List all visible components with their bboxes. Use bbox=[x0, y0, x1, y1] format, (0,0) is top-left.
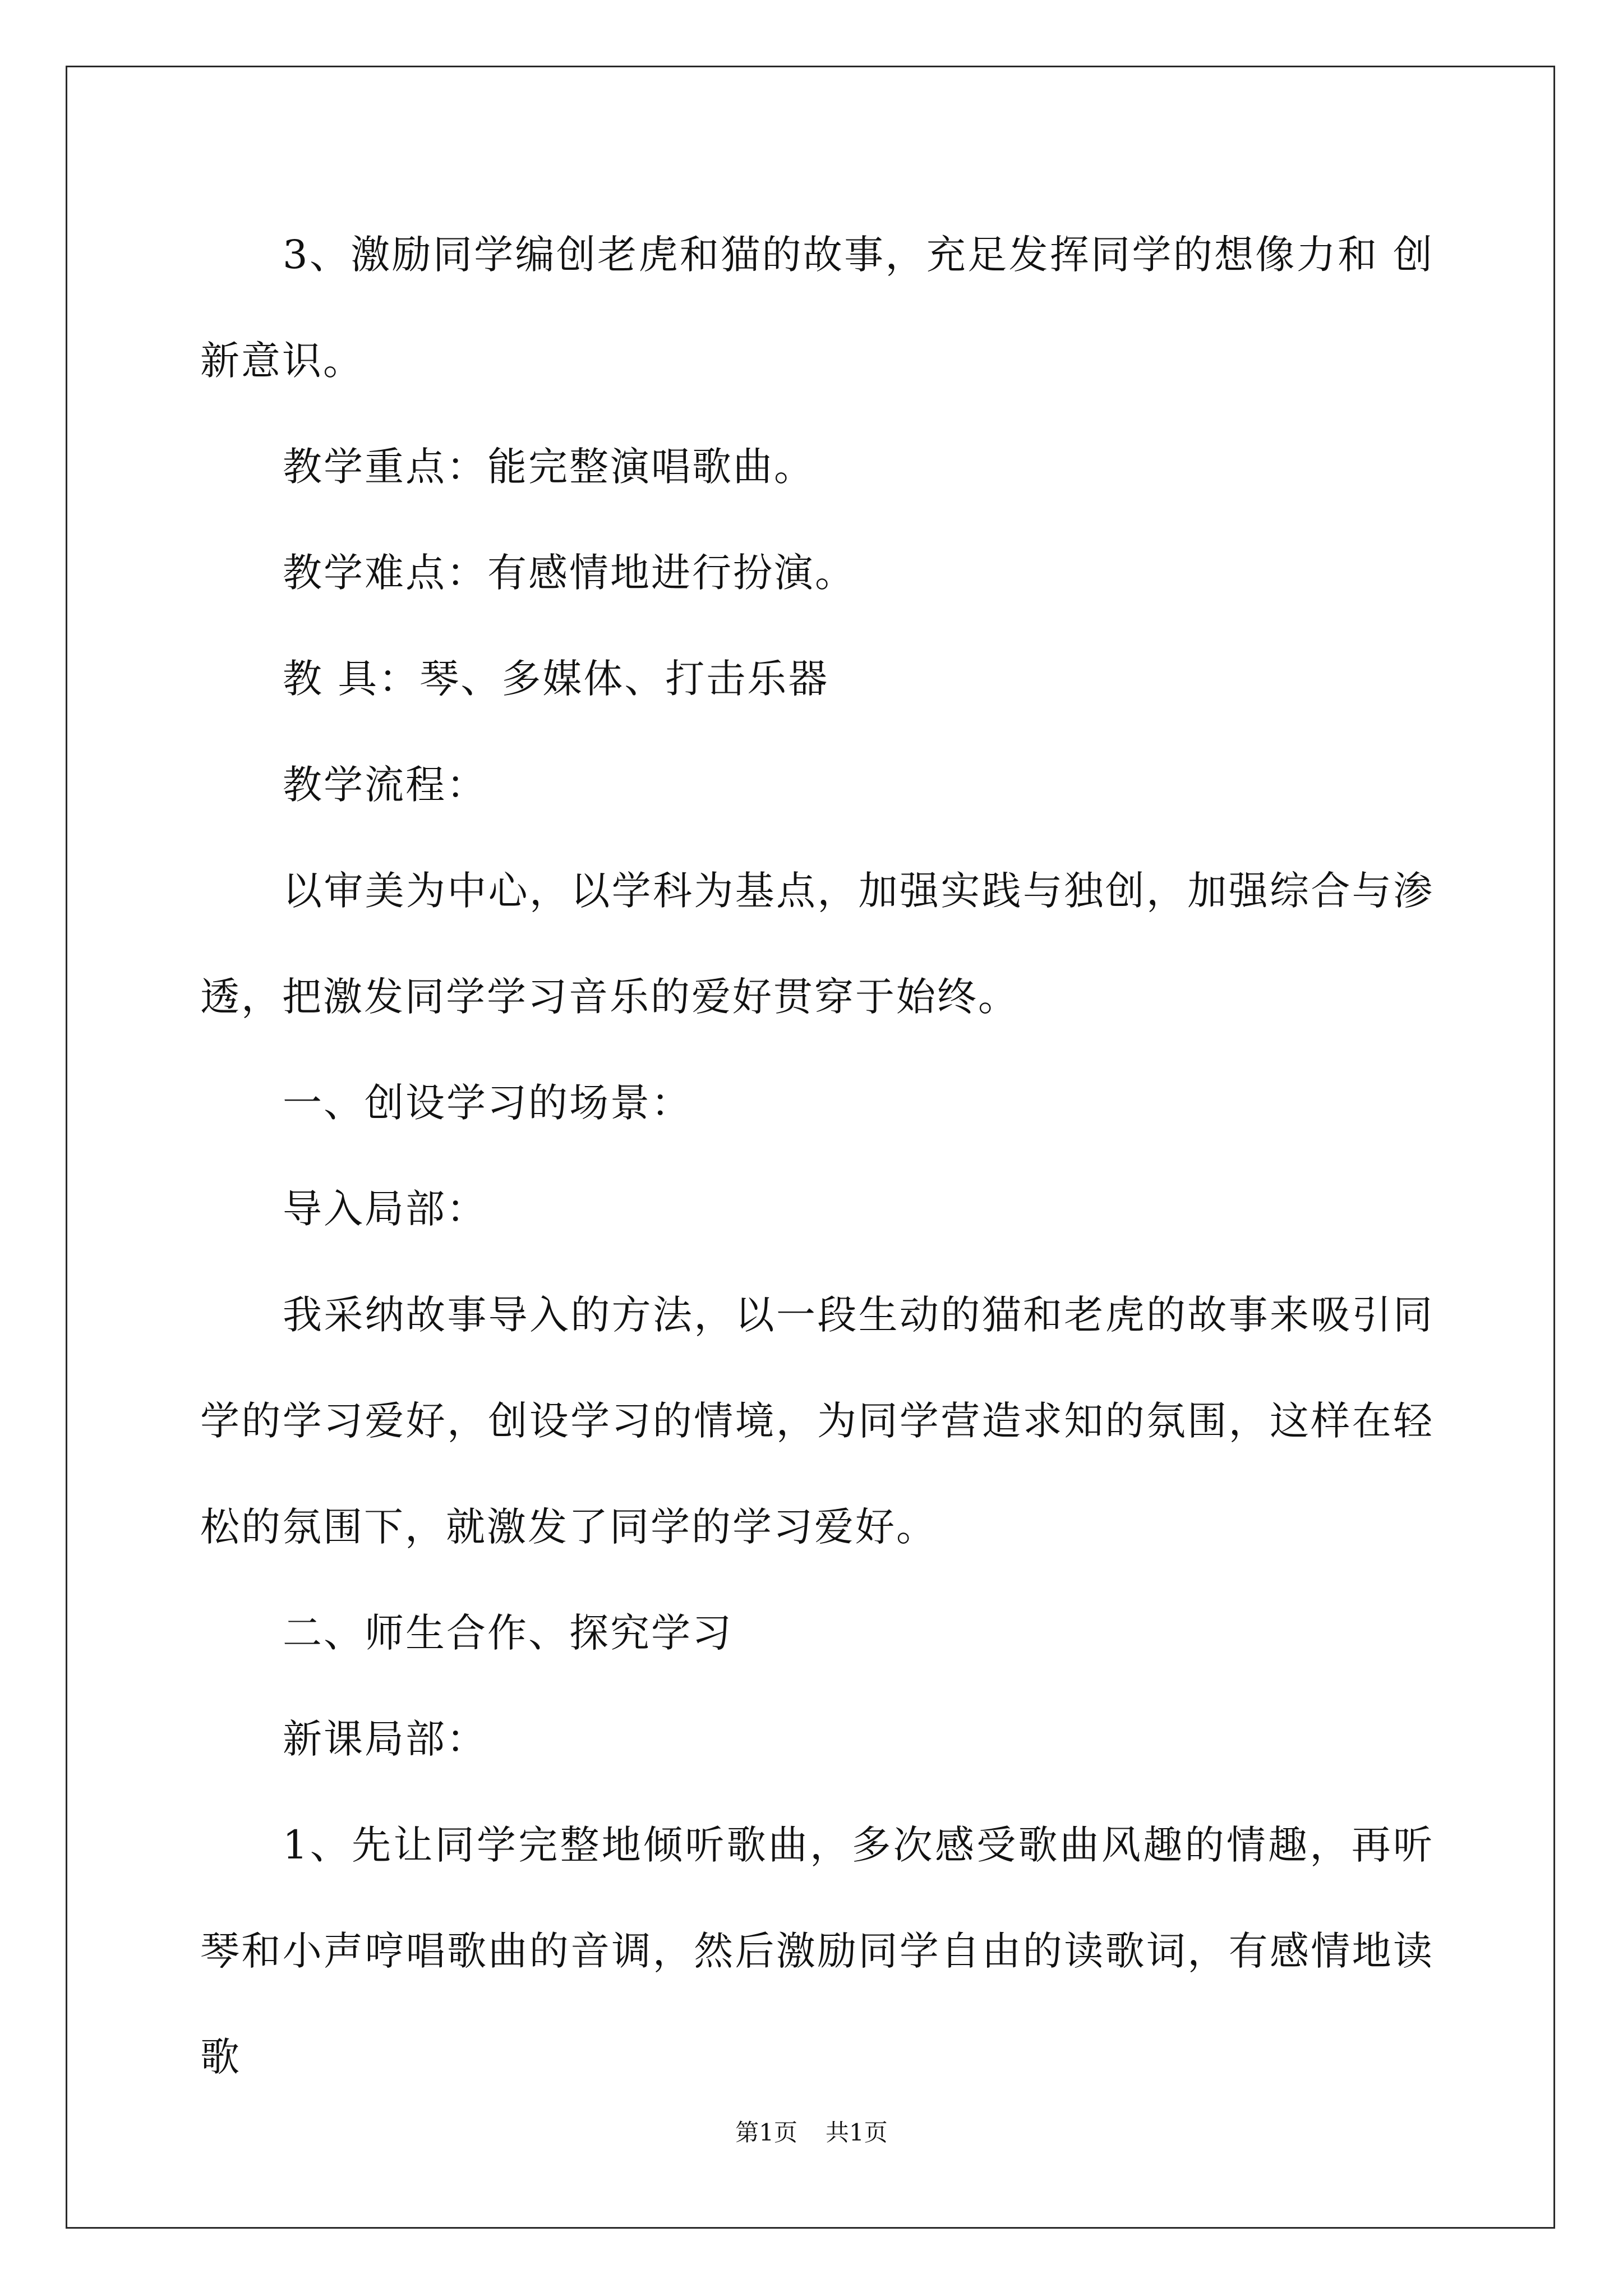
paragraph-intro-part-heading: 导入局部： bbox=[283, 1186, 487, 1232]
page-number-label: 第1页 bbox=[735, 2119, 797, 2146]
paragraph-intro-method: 我采纳故事导入的方法，以一段生动的猫和老虎的故事来吸引同学的学习爱好，创设学习的情境，为同学营造求知的氛围，这样在轻松的氛围下，就激发了同学的学习爱好。 bbox=[200, 1292, 1434, 1550]
page-footer bbox=[0, 2116, 1623, 2150]
document-body bbox=[200, 202, 1434, 2110]
paragraph-section-two-heading: 二、师生合作、探究学习 bbox=[283, 1610, 733, 1656]
paragraph-new-lesson-step-1: 1、先让同学完整地倾听歌曲，多次感受歌曲风趣的情趣，再听琴和小声哼唱歌曲的音调，然后激励同学自由的读歌词，有感情地读歌 bbox=[200, 1822, 1434, 2080]
paragraph-section-one-heading: 一、创设学习的场景： bbox=[283, 1080, 692, 1126]
page-total-label: 共1页 bbox=[826, 2119, 888, 2146]
paragraph-new-lesson-heading: 新课局部： bbox=[283, 1716, 487, 1762]
paragraph-teaching-process-heading: 教学流程： bbox=[283, 762, 487, 808]
paragraph-objective-3: 3、激励同学编创老虎和猫的故事，充足发挥同学的想像力和 创新意识。 bbox=[200, 232, 1434, 384]
paragraph-teaching-philosophy: 以审美为中心，以学科为基点，加强实践与独创，加强综合与渗透，把激发同学学习音乐的爱好贯穿于始终。 bbox=[200, 868, 1434, 1020]
paragraph-teaching-difficulty: 教学难点：有感情地进行扮演。 bbox=[283, 550, 856, 596]
paragraph-teaching-aids: 教 具：琴、多媒体、打击乐器 bbox=[283, 656, 829, 702]
paragraph-teaching-focus: 教学重点：能完整演唱歌曲。 bbox=[283, 444, 815, 490]
